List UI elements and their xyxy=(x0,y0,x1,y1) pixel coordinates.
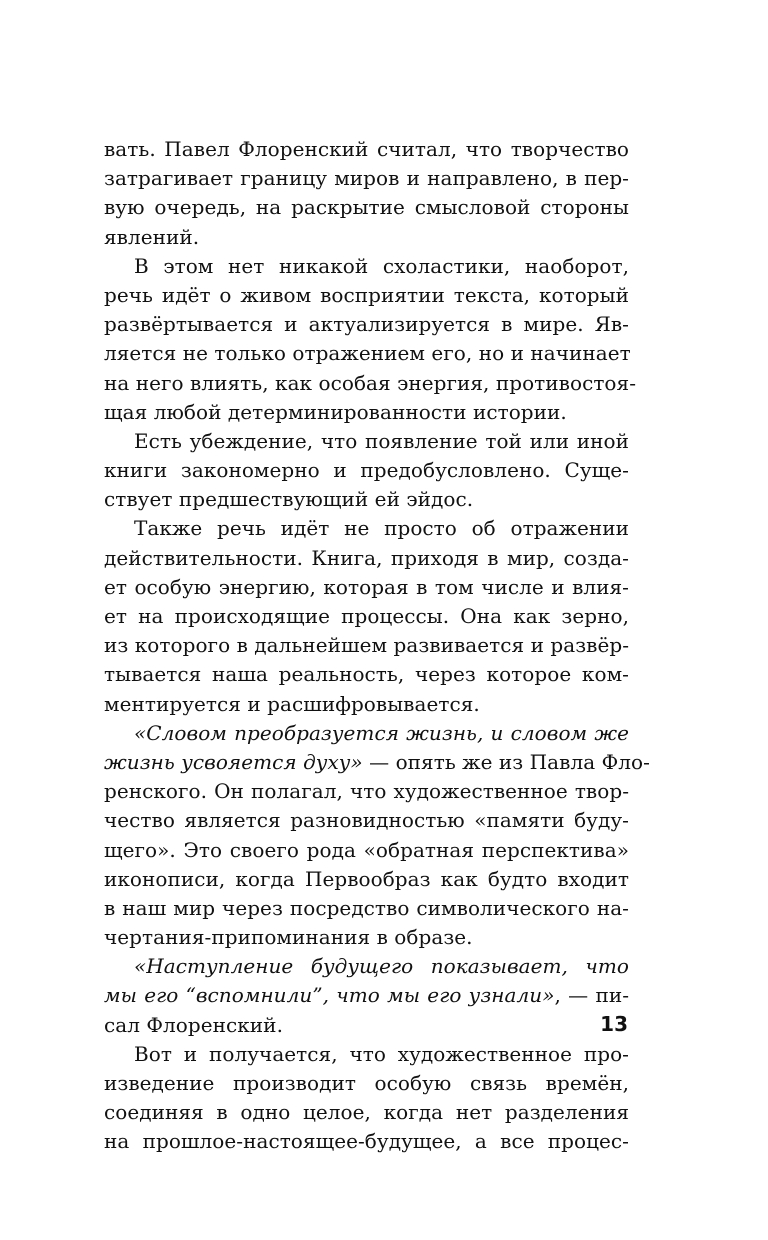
body-text-segment: щего». Это своего рода «обратная перспектива» xyxy=(104,837,629,862)
text-line xyxy=(104,865,629,894)
text-line xyxy=(104,339,629,368)
text-line xyxy=(104,544,629,573)
text-line xyxy=(104,514,629,543)
body-text-segment: Есть убеждение, что появление той или иной xyxy=(134,428,629,453)
text-line xyxy=(104,1040,629,1069)
text-line xyxy=(104,164,629,193)
text-line xyxy=(104,223,629,252)
text-line xyxy=(104,631,629,660)
text-line xyxy=(104,602,629,631)
text-line xyxy=(104,1098,629,1127)
body-text-segment: соединяя в одно целое, когда нет разделения xyxy=(104,1100,629,1125)
body-text-segment: чертания-припоминания в образе. xyxy=(104,925,473,950)
body-text-segment: ствует предшествующий ей эйдос. xyxy=(104,487,474,512)
page-number: 13 xyxy=(600,1012,628,1036)
text-line xyxy=(104,281,629,310)
body-text-segment: ляется не только отражением его, но и начинает xyxy=(104,341,631,366)
body-text-segment: книги закономерно и предобусловлено. Суще- xyxy=(104,458,629,483)
body-text-segment: речь идёт о живом восприятии текста, который xyxy=(104,282,629,307)
body-text-segment: развёртывается и актуализируется в мире. Яв- xyxy=(104,312,629,337)
body-text-segment: изведение производит особую связь времён, xyxy=(104,1071,629,1095)
body-text-segment: вать. Павел Флоренский считал, что творчество xyxy=(104,137,629,161)
text-line xyxy=(104,398,629,427)
text-line xyxy=(104,748,650,777)
text-line xyxy=(104,777,629,806)
body-text xyxy=(104,135,650,1157)
body-text-segment: щая любой детерминированности истории. xyxy=(104,399,567,424)
text-line xyxy=(104,485,629,514)
text-line xyxy=(104,952,629,981)
text-line xyxy=(104,836,629,865)
body-text-segment: в наш мир через посредство символического на- xyxy=(104,895,629,920)
body-text-segment: ет на происходящие процессы. Она как зерно, xyxy=(104,604,629,628)
body-text-segment: вую очередь, на раскрытие смысловой стороны xyxy=(104,195,629,220)
body-text-segment: , — пи- xyxy=(554,983,630,1008)
text-line xyxy=(104,456,629,485)
body-text-segment: тывается наша реальность, через которое ком- xyxy=(104,662,629,687)
body-text-segment: В этом нет никакой схоластики, наоборот, xyxy=(134,253,629,278)
body-text-segment: на него влиять, как особая энергия, противостоя- xyxy=(104,370,636,395)
text-line xyxy=(104,719,629,748)
text-line xyxy=(104,660,629,689)
text-line xyxy=(104,894,629,923)
text-line xyxy=(104,252,629,281)
body-text-segment: затрагивает границу миров и направлено, в пер- xyxy=(104,166,629,191)
body-text-segment: — опять же из Павла Фло- xyxy=(362,749,650,774)
body-text-segment: иконописи, когда Первообраз как будто входит xyxy=(104,866,629,891)
text-line xyxy=(104,981,629,1010)
text-line xyxy=(104,923,629,952)
body-text-segment: чество является разновидностью «памяти буду- xyxy=(104,808,629,833)
text-line xyxy=(104,690,629,719)
body-text-segment: действительности. Книга, приходя в мир, созда- xyxy=(104,545,629,570)
body-text-segment: явлений. xyxy=(104,224,200,249)
text-line xyxy=(104,193,629,222)
text-line xyxy=(104,1069,629,1098)
text-line xyxy=(104,1127,629,1156)
text-line xyxy=(104,369,636,398)
body-text-segment: ет особую энергию, которая в том числе и влия- xyxy=(104,574,629,599)
body-text-segment: ментируется и расшифровывается. xyxy=(104,691,480,716)
body-text-segment: Также речь идёт не просто об отражении xyxy=(134,516,629,541)
text-line xyxy=(104,310,629,339)
quote-text: «Словом преобразуется жизнь, и словом же xyxy=(134,720,629,745)
body-text-segment: на прошлое-настоящее-будущее, а все процес- xyxy=(104,1129,629,1154)
text-line xyxy=(104,1011,629,1040)
body-text-segment: из которого в дальнейшем развивается и развёр- xyxy=(104,633,630,658)
text-line xyxy=(104,135,629,164)
body-text-segment: сал Флоренский. xyxy=(104,1012,283,1037)
text-line xyxy=(104,427,629,456)
text-line xyxy=(104,573,629,602)
quote-text: мы его “вспомнили”, что мы его узнали» xyxy=(104,983,555,1008)
quote-text: «Наступление будущего показывает, что xyxy=(134,954,629,979)
text-line xyxy=(104,806,629,835)
quote-text: жизнь усвояется духу» xyxy=(104,749,363,774)
body-text-segment: ренского. Он полагал, что художественное твор- xyxy=(104,779,629,804)
body-text-segment: Вот и получается, что художественное про- xyxy=(134,1041,629,1066)
